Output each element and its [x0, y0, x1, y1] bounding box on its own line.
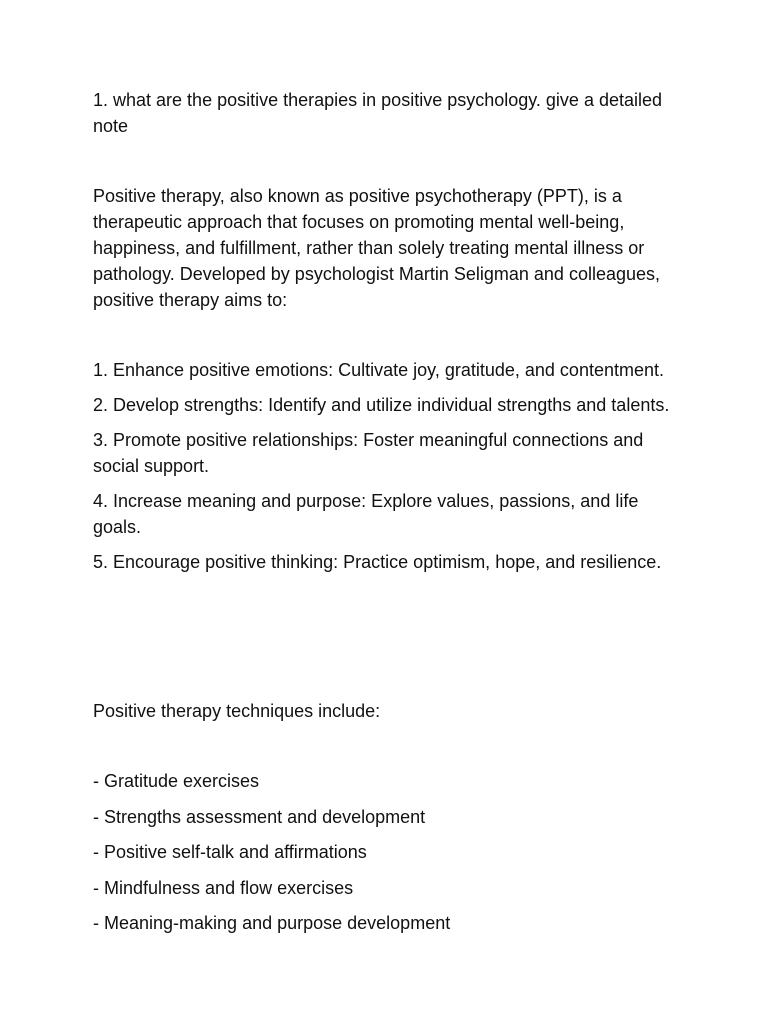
technique-item: - Positive self-talk and affirmations — [93, 842, 367, 862]
technique-item: - Meaning-making and purpose development — [93, 913, 451, 933]
aims-list — [93, 357, 683, 584]
technique-item: - Strengths assessment and development — [93, 806, 426, 827]
intro-paragraph: Positive therapy, also known as positive psychotherapy (PPT), is a therapeutic approach that focuses on promoting mental well-being, happiness, and fulfillment, rather than solely treating mental illness or pathology. Developed by psychologist Martin Seligman and colleagues, positive therapy aims to: — [93, 186, 661, 310]
aim-item: 5. Encourage positive thinking: Practice optimism, hope, and resilience. — [93, 552, 662, 572]
technique-item: - Gratitude exercises — [93, 771, 260, 791]
aim-item: 4. Increase meaning and purpose: Explore values, passions, and life goals. — [93, 491, 639, 537]
aim-item: 3. Promote positive relationships: Foster meaningful connections and social support. — [93, 430, 644, 476]
aim-item: 1. Enhance positive emotions: Cultivate joy, gratitude, and contentment. — [93, 360, 664, 380]
techniques-heading: Positive therapy techniques include: — [93, 701, 381, 721]
technique-item: - Mindfulness and flow exercises — [93, 877, 354, 898]
techniques-list — [93, 768, 683, 946]
question-text: 1. what are the positive therapies in positive psychology. give a detailed note — [93, 90, 663, 136]
aim-item: 2. Develop strengths: Identify and utilize individual strengths and talents. — [93, 395, 670, 415]
